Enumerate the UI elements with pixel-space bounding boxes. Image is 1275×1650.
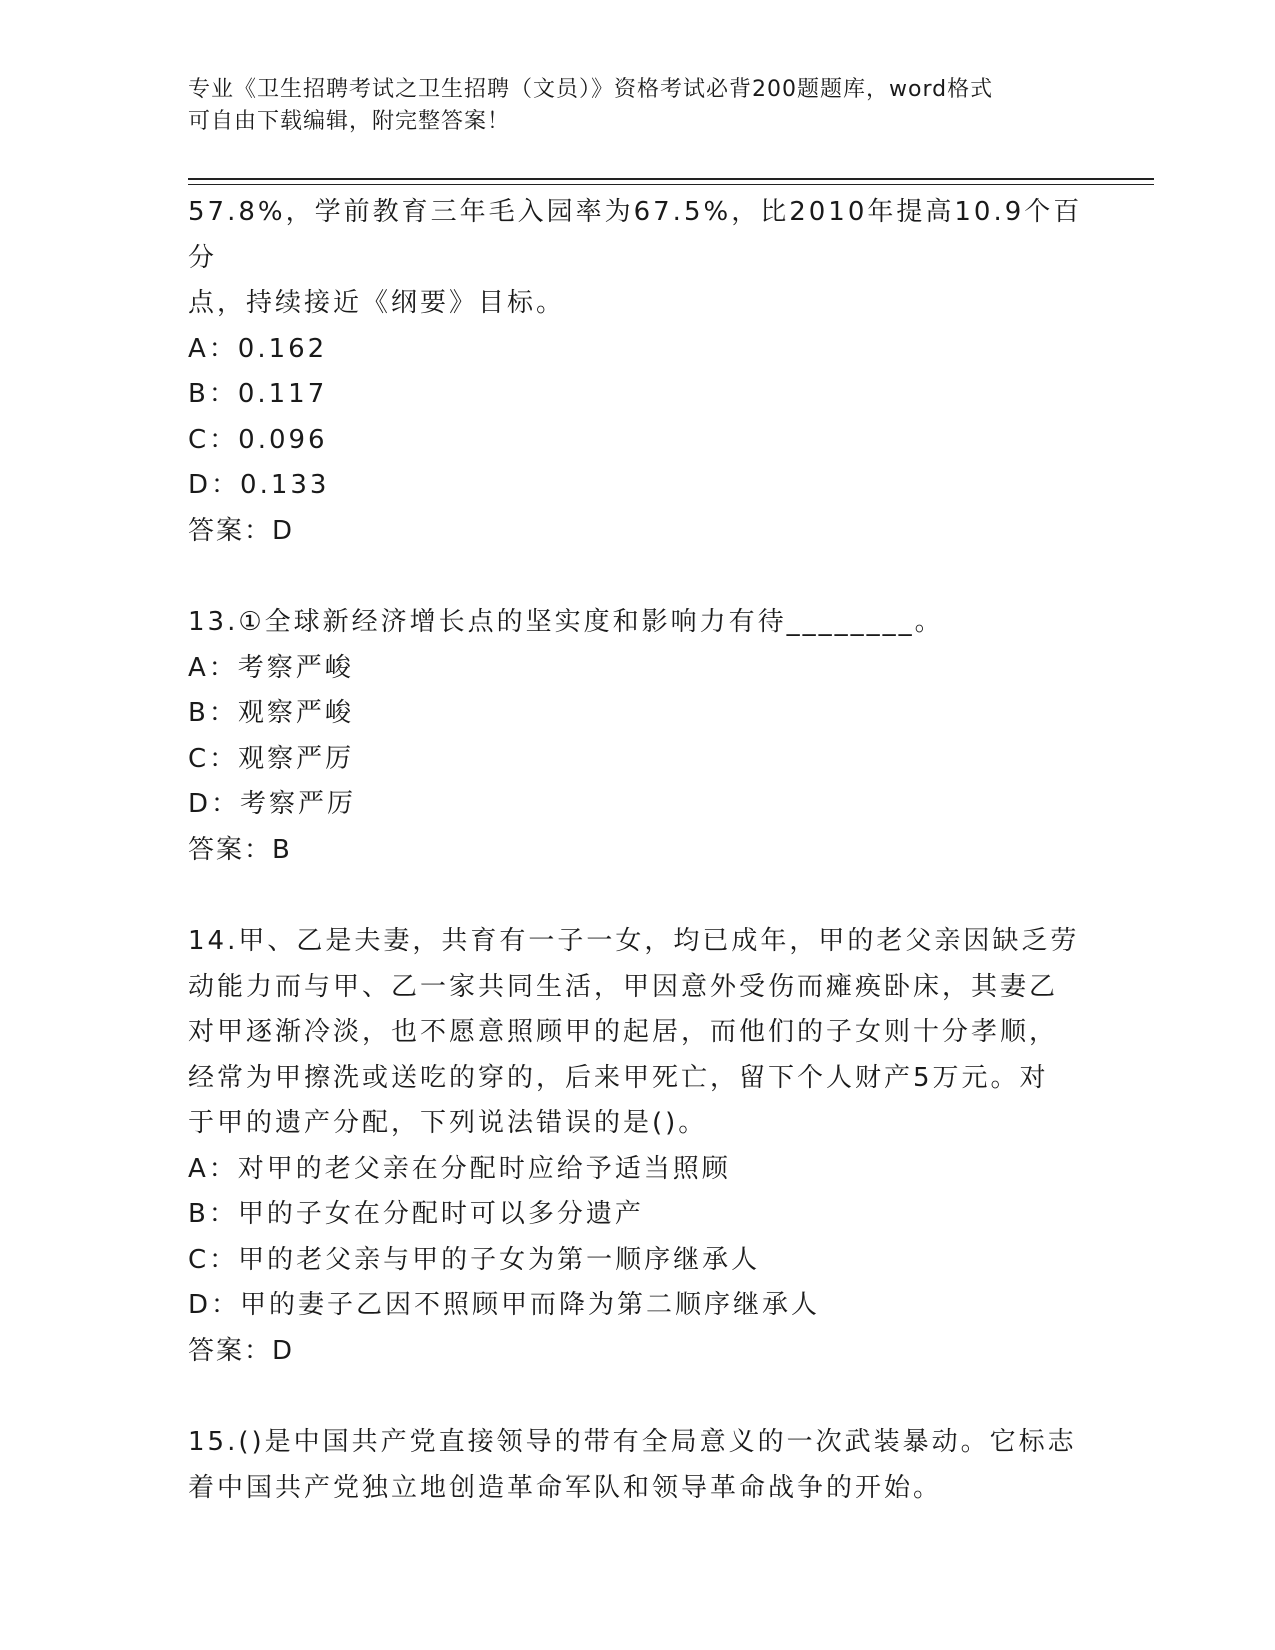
question-block-13 [188,600,1088,873]
option-b: B：观察严峻 [188,698,354,728]
question-block-1 [188,190,1088,554]
option-a: A：0.162 [188,333,328,364]
question-stem-line: 经常为甲擦洗或送吃的穿的，后来甲死亡，留下个人财产5万元。对 [188,1062,1049,1093]
option-d: D：考察严厉 [188,789,357,819]
header-line-1: 专业《卫生招聘考试之卫生招聘（文员）》资格考试必背200题题库，word格式 [188,77,994,102]
answer-line: 答案：B [188,834,292,865]
question-block-14 [188,919,1088,1374]
option-b: B：0.117 [188,379,328,409]
question-stem-line: 57.8%，学前教育三年毛入园率为67.5%，比2010年提高10.9个百分 [188,197,1083,273]
header-line-2: 可自由下载编辑，附完整答案！ [188,109,511,134]
question-stem-line: 13.①全球新经济增长点的坚实度和影响力有待________。 [188,607,944,637]
header-divider-thick [188,178,1154,180]
option-d: D：0.133 [188,470,330,500]
option-c: C：甲的老父亲与甲的子女为第一顺序继承人 [188,1244,761,1275]
option-c: C：观察严厉 [188,743,355,774]
option-a: A：对甲的老父亲在分配时应给予适当照顾 [188,1153,731,1184]
header-divider-thin [188,184,1154,185]
answer-line: 答案：D [188,1335,295,1366]
question-stem-line: 于甲的遗产分配，下列说法错误的是()。 [188,1108,708,1138]
question-stem-line: 动能力而与甲、乙一家共同生活，甲因意外受伤而瘫痪卧床，其妻乙 [188,971,1059,1002]
question-stem-line: 点，持续接近《纲要》目标。 [188,288,566,318]
question-stem-line: 着中国共产党独立地创造革命军队和领导革命战争的开始。 [188,1472,943,1503]
option-c: C：0.096 [188,424,328,455]
question-stem-line: 14.甲、乙是夫妻，共育有一子一女，均已成年，甲的老父亲因缺乏劳 [188,926,1080,956]
spacer [188,554,1088,600]
question-stem-line: 对甲逐渐冷淡，也不愿意照顾甲的起居，而他们的子女则十分孝顺， [188,1017,1059,1047]
question-list [188,190,1088,1511]
spacer [188,1374,1088,1420]
question-block-15 [188,1420,1088,1511]
spacer [188,873,1088,919]
option-b: B：甲的子女在分配时可以多分遗产 [188,1199,644,1229]
option-a: A：考察严峻 [188,652,354,683]
document-header [188,74,1068,138]
question-stem-line: 15.()是中国共产党直接领导的带有全局意义的一次武装暴动。它标志 [188,1427,1077,1457]
answer-line: 答案：D [188,515,295,546]
option-d: D：甲的妻子乙因不照顾甲而降为第二顺序继承人 [188,1290,821,1320]
